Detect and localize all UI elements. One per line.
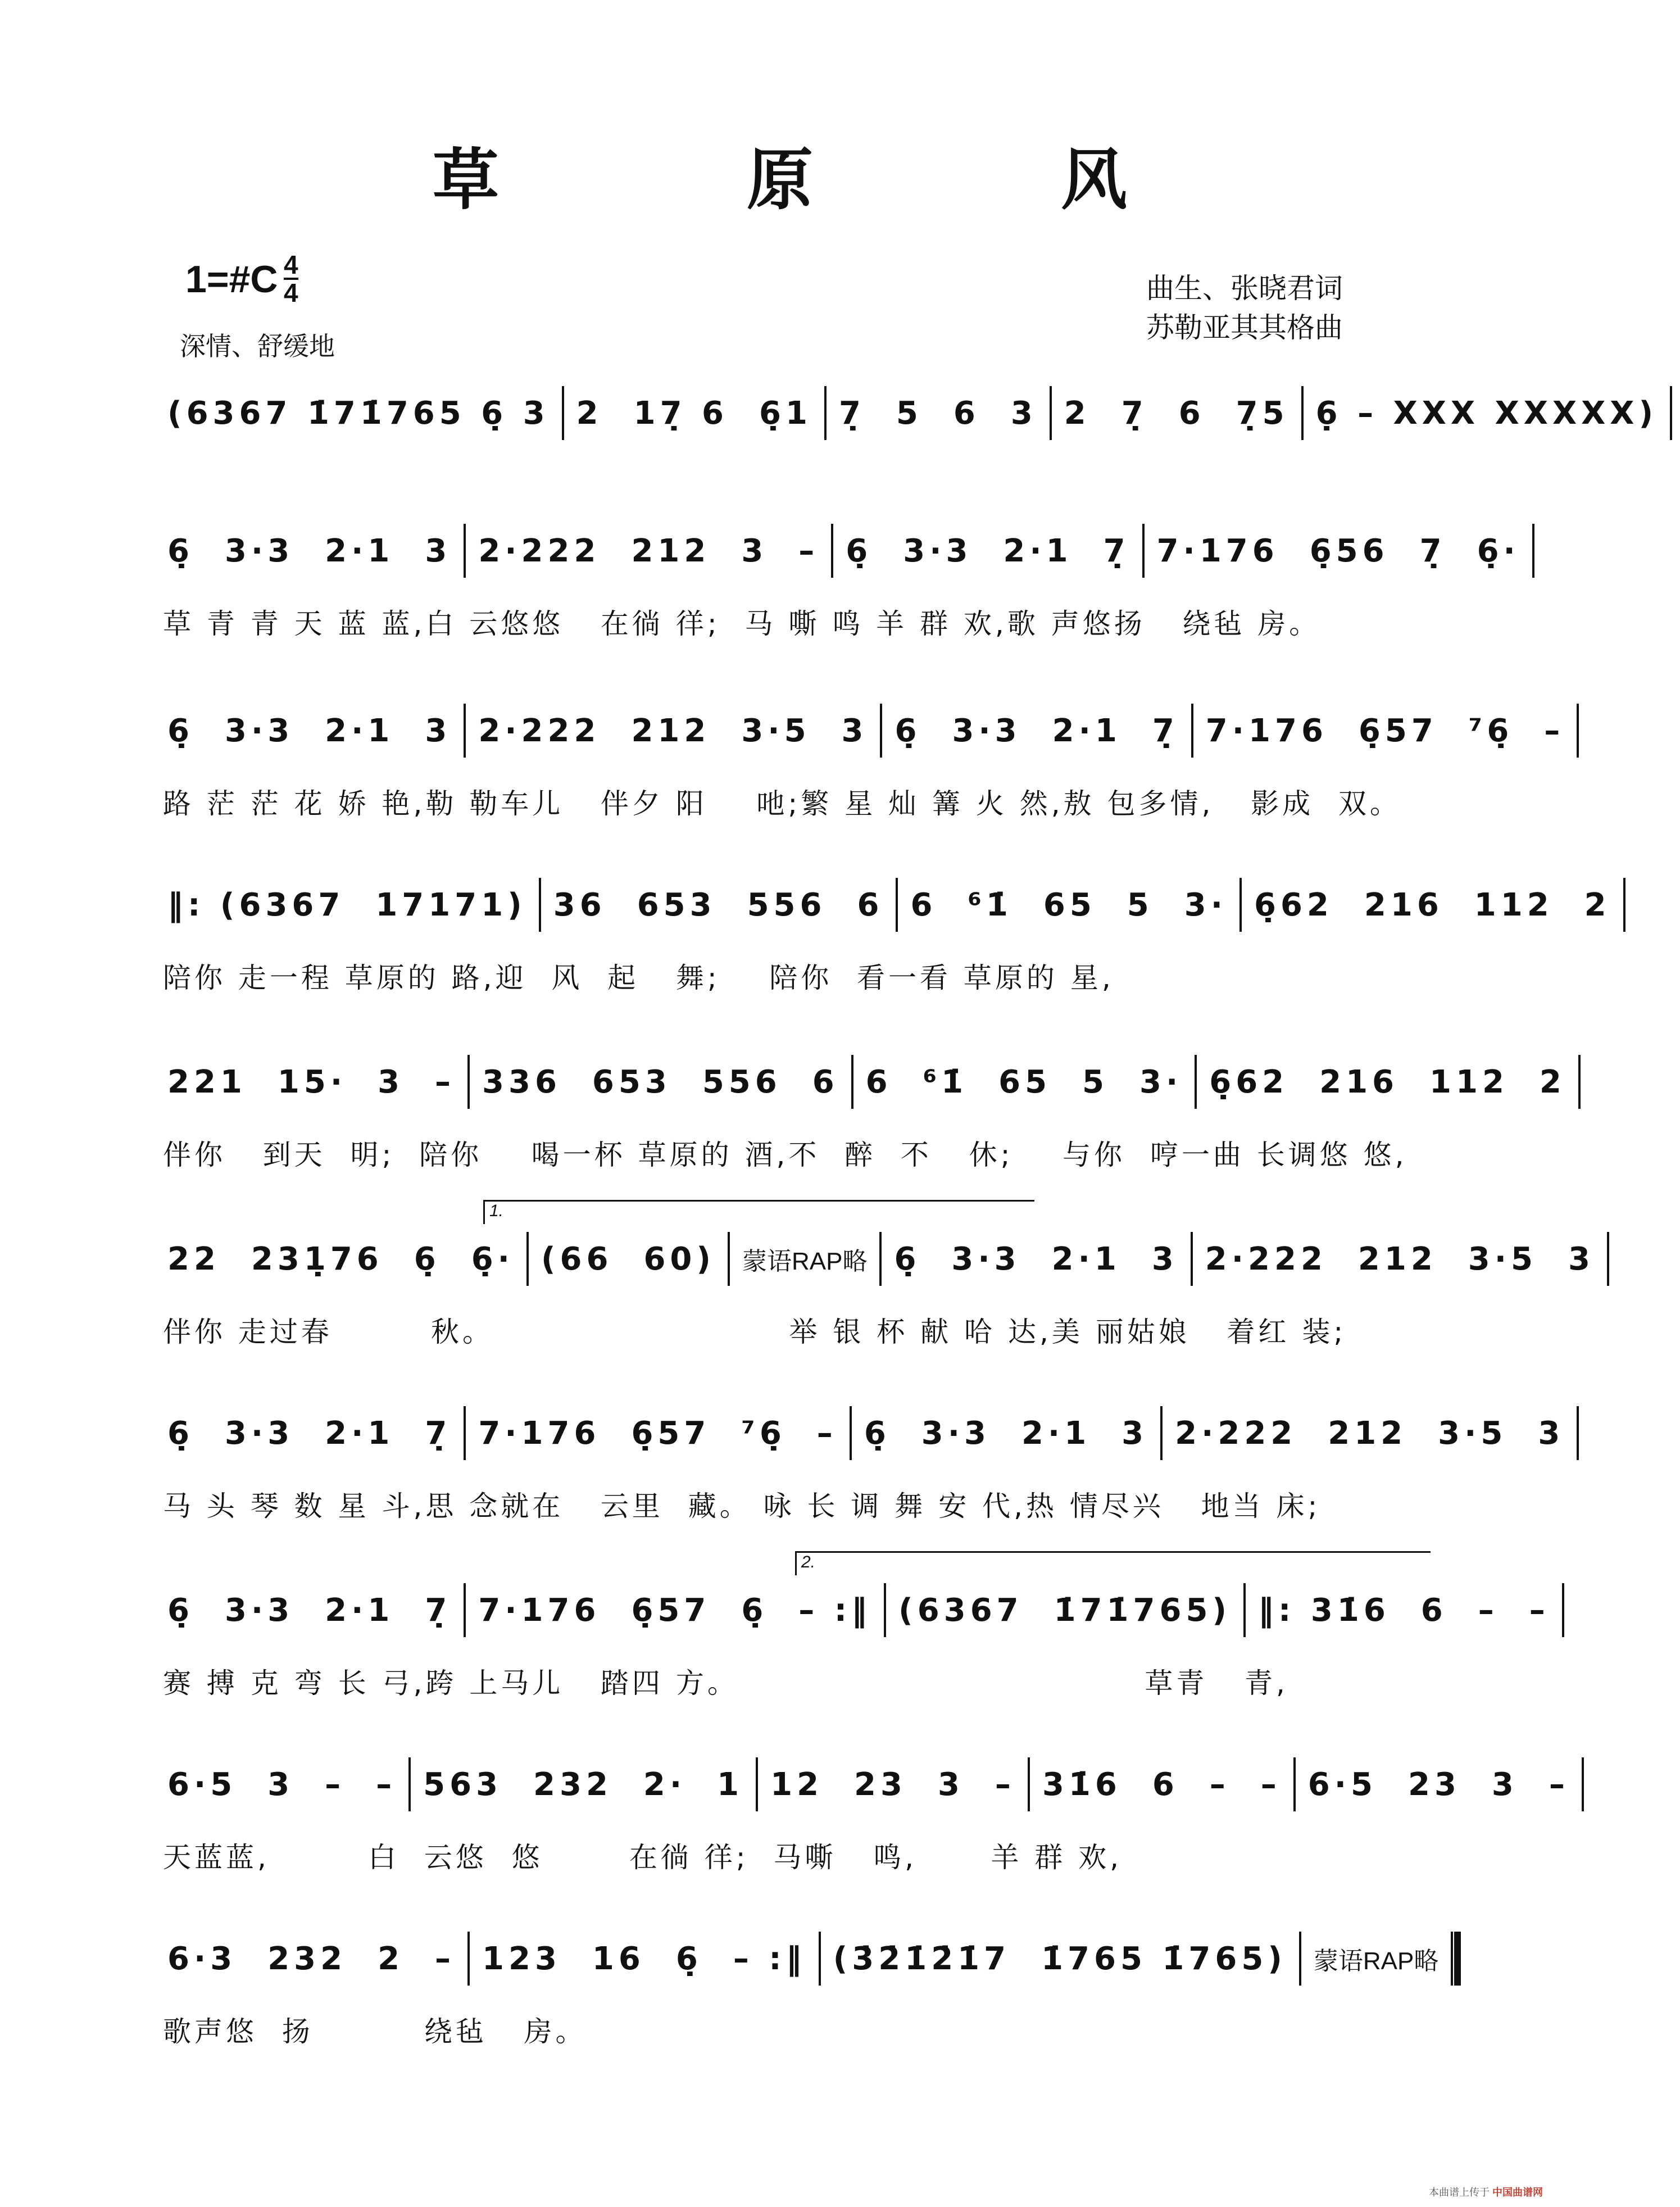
barline (1582, 1757, 1584, 1811)
lyrics-row: 伴你 走过春 秋。 举 银 杯 献 哈 达,美 丽姑娘 着红 装; (163, 1316, 1347, 1348)
barline (467, 1932, 470, 1986)
measure: 221 15· 3 – (167, 1063, 456, 1100)
measure: 2 17̣ 6 6̣1 (576, 395, 812, 432)
footer-watermark (1429, 2185, 1543, 2199)
measure: 2·222 212 3 – (478, 532, 819, 569)
measure: 6·5 23 3 – (1307, 1766, 1569, 1803)
barline (1623, 878, 1625, 932)
measure: 7·176 6̣57 ⁷6̣ – (1205, 712, 1565, 749)
volta-bracket: 2. (795, 1551, 1431, 1575)
measure: 31̇6 6 – – (1042, 1766, 1281, 1803)
barline (1577, 704, 1579, 758)
volta-bracket: 1. (483, 1200, 1034, 1224)
barline (1243, 1583, 1246, 1637)
measure: 2·222 212 3·5 3 (1175, 1415, 1565, 1452)
barline (1293, 1757, 1296, 1811)
barline (1607, 1232, 1609, 1286)
measure: 6̣ 3·3 2·1 3 (167, 712, 452, 749)
lyrics-row: 歌声悠 扬 绕毡 房。 (163, 2015, 587, 2048)
barline (1191, 1232, 1193, 1286)
measure: ‖: (6367 17171) (167, 886, 526, 923)
measure: 6·3 232 2 – (167, 1940, 456, 1977)
time-signature (284, 252, 298, 306)
barline (1562, 1583, 1564, 1637)
measure: 6̣ 3·3 2·1 7̣ (167, 1592, 452, 1629)
barline (1670, 386, 1672, 440)
notation-row (163, 388, 1680, 438)
barline (879, 1232, 882, 1286)
notation-row (163, 1057, 1588, 1107)
barline (464, 704, 466, 758)
barline (824, 386, 827, 440)
credits (1146, 269, 1343, 347)
barline (1191, 704, 1193, 758)
barline (467, 1055, 470, 1109)
measure: 6̣62 216 112 2 (1209, 1063, 1566, 1100)
lyrics-row: 天蓝蓝, 白 云悠 悠 在徜 徉; 马嘶 鸣, 羊 群 欢, (163, 1841, 1123, 1874)
barline (819, 1932, 821, 1986)
measure: 2·222 212 3·5 3 (478, 712, 868, 749)
measure: 6 ⁶1̇ 65 5 3· (910, 886, 1227, 923)
barline (1578, 1055, 1581, 1109)
barline (464, 1583, 466, 1637)
measure: 2 7̣ 6 7̣5 (1064, 395, 1289, 432)
barline (756, 1757, 758, 1811)
notation-row (163, 1234, 1617, 1284)
measure: 6·5 3 – – (167, 1766, 397, 1803)
measure: 563 232 2· 1 (423, 1766, 744, 1803)
measure: (6367 1̇71̇765 6̣ 3 (167, 395, 550, 432)
measure: 7̣ 5 6 3 (838, 395, 1037, 432)
lyrics-row: 马 头 琴 数 星 斗,思 念就在 云里 藏。 咏 长 调 舞 安 代,热 情尽兴 地当 床; (163, 1490, 1321, 1522)
key-signature: 1=#C (185, 258, 278, 301)
barline (1301, 386, 1304, 440)
measure: 6̣62 216 112 2 (1254, 886, 1611, 923)
barline (1160, 1406, 1163, 1460)
measure: 6̣ 3·3 2·1 3 (894, 1240, 1178, 1277)
footer-text: 本曲谱上传于 (1428, 2187, 1490, 2198)
measure: 7·176 6̣57 6̣ – :‖ (478, 1592, 872, 1629)
notation-row (163, 1933, 1469, 1984)
measure: 6̣ 3·3 2·1 3 (864, 1415, 1148, 1452)
measure: 6̣ 3·3 2·1 7̣ (846, 532, 1130, 569)
notation-row (163, 1408, 1587, 1458)
barline (884, 1583, 886, 1637)
notation-row (163, 1759, 1592, 1810)
barline (464, 1406, 466, 1460)
barline (1239, 878, 1242, 932)
time-signature-top: 4 (284, 250, 298, 279)
time-signature-bottom: 4 (284, 278, 298, 307)
barline (1142, 524, 1145, 578)
tempo-marking: 深情、舒缓地 (180, 332, 335, 361)
lyrics-row: 赛 搏 克 弯 长 弓,跨 上马儿 踏四 方。 草青 青, (163, 1667, 1288, 1700)
measure: (3̇2̇1̇2̇1̇7 1̇765 1̇765) (833, 1940, 1287, 1977)
barline (1532, 524, 1534, 578)
notation-row (163, 705, 1587, 756)
measure: 12 23 3 – (770, 1766, 1015, 1803)
measure: (66 60) (541, 1240, 715, 1277)
notation-row (163, 880, 1633, 930)
barline (1577, 1406, 1579, 1460)
lyrics-row: 草 青 青 天 蓝 蓝,白 云悠悠 在徜 徉; 马 嘶 鸣 羊 群 欢,歌 声悠扬 绕毡 房。 (163, 608, 1321, 640)
page-title: 草 原 风 (432, 141, 1240, 219)
rap-note: 蒙语RAP略 (742, 1248, 868, 1275)
measure: 6̣ – XXX XXXXX) (1315, 395, 1658, 432)
barline (1451, 1932, 1461, 1986)
notation-row (163, 525, 1542, 576)
barline (850, 1406, 852, 1460)
barline (1299, 1932, 1301, 1986)
lyricist-credit: 曲生、张晓君词 (1146, 273, 1343, 304)
measure: 6̣ 3·3 2·1 7̣ (895, 712, 1179, 749)
barline (1028, 1757, 1030, 1811)
barline (526, 1232, 529, 1286)
lyrics-row: 伴你 到天 明; 陪你 喝一杯 草原的 酒,不 醉 不 休; 与你 哼一曲 长调悠 悠, (163, 1139, 1407, 1171)
measure: 22 231̣76 6̣ 6̣· (167, 1240, 514, 1277)
measure: ‖: 31̇6 6 – – (1258, 1592, 1550, 1629)
measure: 6̣ 3·3 2·1 3 (167, 532, 452, 569)
footer-brand: 中国曲谱网 (1492, 2187, 1543, 2198)
notation-row (163, 1585, 1572, 1635)
rap-note: 蒙语RAP略 (1313, 1947, 1439, 1975)
measure: (6367 1̇71̇765) (898, 1592, 1231, 1629)
measure: 7·176 6̣57 ⁷6̣ – (478, 1415, 837, 1452)
barline (851, 1055, 853, 1109)
barline (1195, 1055, 1197, 1109)
barline (1050, 386, 1052, 440)
measure: 2·222 212 3·5 3 (1205, 1240, 1595, 1277)
composer-credit: 苏勒亚其其格曲 (1146, 312, 1343, 343)
barline (562, 386, 564, 440)
barline (728, 1232, 730, 1286)
barline (408, 1757, 411, 1811)
measure: 123 16 6̣ – :‖ (482, 1940, 806, 1977)
barline (880, 704, 882, 758)
barline (464, 524, 466, 578)
measure: 7·176 6̣56 7̣ 6̣· (1156, 532, 1520, 569)
measure: 336 653 556 6 (482, 1063, 839, 1100)
lyrics-row: 路 茫 茫 花 娇 艳,勒 勒车儿 伴夕 阳 吔;繁 星 灿 篝 火 然,敖 包多情, 影成 双。 (163, 787, 1401, 820)
lyrics-row: 陪你 走一程 草原的 路,迎 风 起 舞; 陪你 看一看 草原的 星, (163, 962, 1114, 994)
barline (896, 878, 898, 932)
measure: 36 653 556 6 (553, 886, 884, 923)
measure: 6̣ 3·3 2·1 7̣ (167, 1415, 452, 1452)
barline (831, 524, 833, 578)
measure: 6 ⁶1̇ 65 5 3· (865, 1063, 1183, 1100)
barline (539, 878, 541, 932)
